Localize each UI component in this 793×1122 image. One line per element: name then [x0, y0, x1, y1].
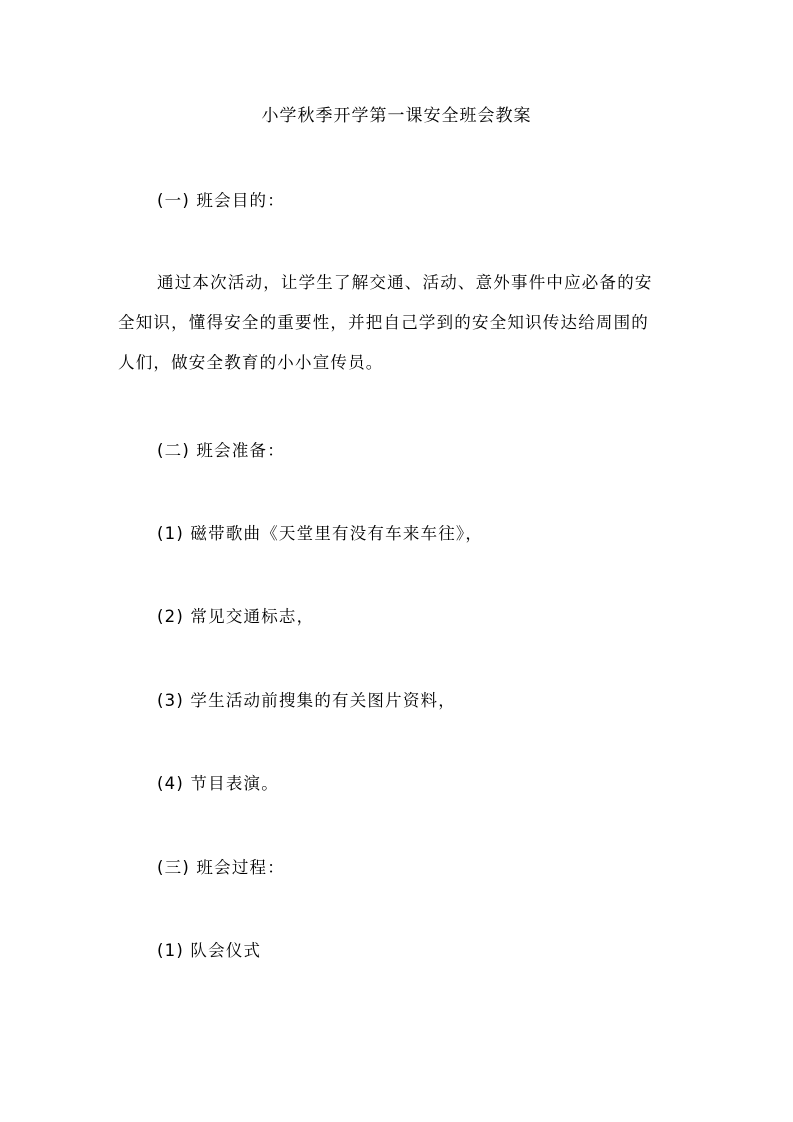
section-heading-process: (三) 班会过程： [157, 858, 285, 877]
section-heading-purpose: (一) 班会目的： [157, 191, 285, 210]
paragraph-line: 全知识，懂得安全的重要性，并把自己学到的安全知识传达给周围的 [118, 313, 649, 332]
list-item: (2) 常见交通标志， [157, 607, 315, 626]
list-item: (4) 节目表演。 [157, 774, 279, 793]
purpose-paragraph [118, 271, 678, 391]
list-item: (3) 学生活动前搜集的有关图片资料， [157, 691, 456, 710]
list-item: (1) 队会仪式 [157, 941, 262, 960]
list-item: (1) 磁带歌曲《天堂里有没有车来车往》， [157, 524, 484, 543]
document-title: 小学秋季开学第一课安全班会教案 [261, 106, 532, 126]
section-heading-preparation: (二) 班会准备： [157, 441, 285, 460]
paragraph-line: 人们，做安全教育的小小宣传员。 [118, 353, 384, 372]
paragraph-line: 通过本次活动，让学生了解交通、活动、意外事件中应必备的安 [157, 273, 653, 292]
